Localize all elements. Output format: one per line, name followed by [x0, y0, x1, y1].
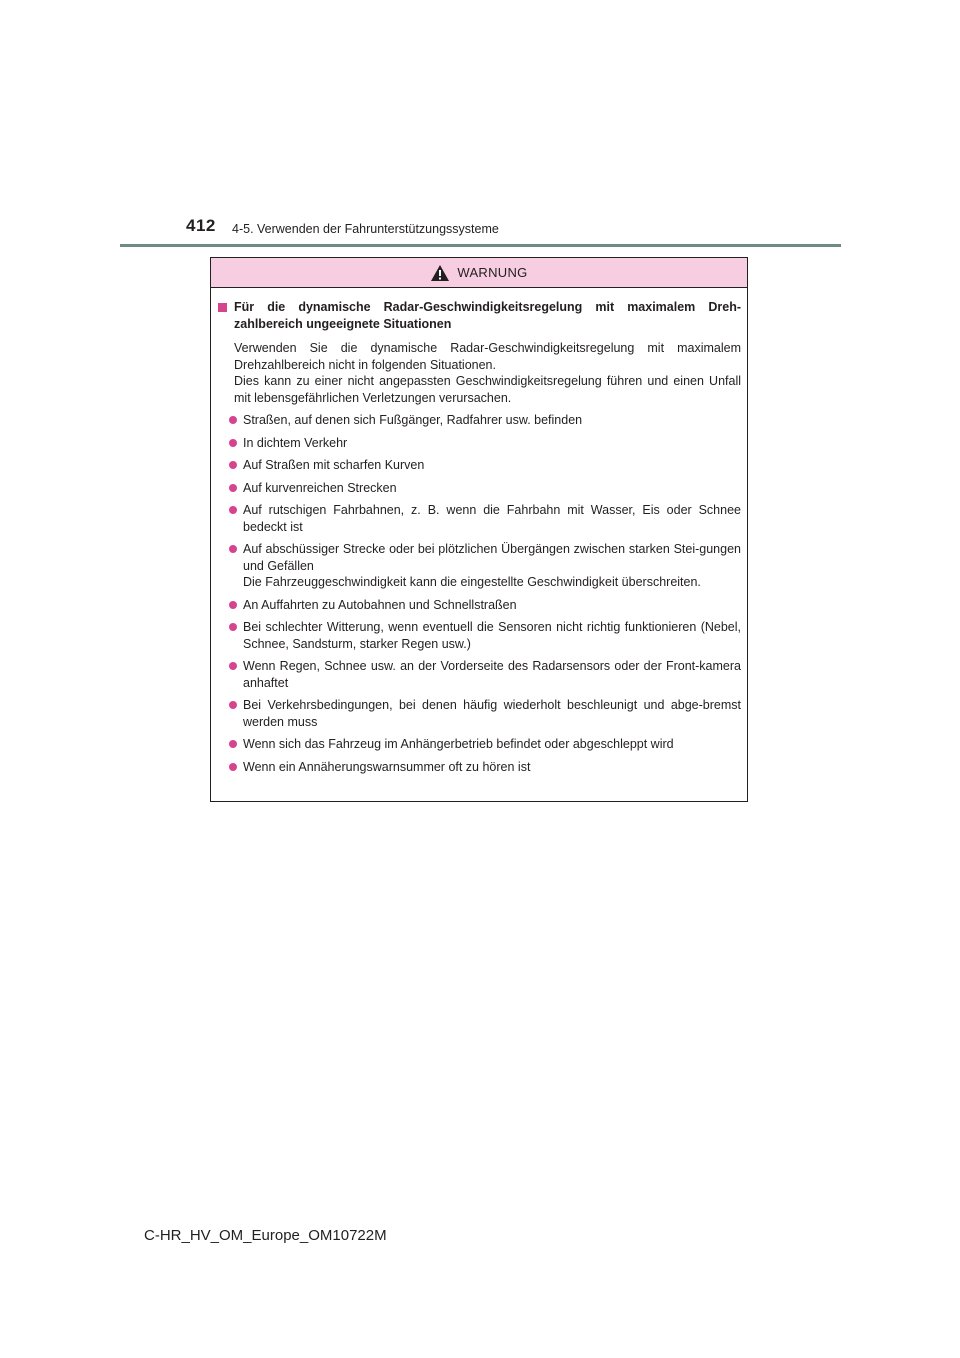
bullet-dot-icon — [229, 662, 237, 670]
list-item-content — [243, 597, 741, 614]
warning-header — [211, 258, 747, 288]
list-item-text: Auf rutschigen Fahrbahnen, z. B. wenn die Fahrbahn mit Wasser, Eis oder Schnee bedeckt ist — [243, 503, 741, 534]
list-item — [217, 619, 741, 652]
list-item-content — [243, 658, 741, 691]
page-number: 412 — [186, 216, 216, 235]
section-title: 4-5. Verwenden der Fahrunterstützungssysteme — [232, 222, 499, 236]
list-item-text: Wenn ein Annäherungswarnsummer oft zu hören ist — [243, 759, 531, 774]
warning-triangle-icon — [430, 264, 450, 282]
list-item-text: Auf Straßen mit scharfen Kurven — [243, 458, 425, 472]
header-rule — [120, 244, 841, 247]
list-item-content — [243, 697, 741, 730]
intro-paragraph: Dies kann zu einer nicht angepassten Geschwindigkeitsregelung führen und einen Unfall mit lebensgefährlichen Verletzungen verursachen. — [234, 374, 741, 405]
warning-heading-text: Für die dynamische Radar-Geschwindigkeitsregelung mit maximalem Dreh-zahlbereich ungeeignete Situationen — [234, 300, 741, 331]
bullet-dot-icon — [229, 484, 237, 492]
list-item-text: Straßen, auf denen sich Fußgänger, Radfahrer usw. befinden — [243, 413, 583, 427]
bullet-dot-icon — [229, 740, 237, 748]
warning-box — [210, 257, 748, 802]
list-item-content — [243, 759, 741, 776]
list-item — [217, 502, 741, 535]
situation-list — [217, 412, 741, 775]
list-item — [217, 697, 741, 730]
bullet-dot-icon — [229, 545, 237, 553]
bullet-dot-icon — [229, 601, 237, 609]
list-item — [217, 658, 741, 691]
bullet-dot-icon — [229, 416, 237, 424]
list-item-content — [243, 480, 741, 497]
list-item-text: Bei schlechter Witterung, wenn eventuell die Sensoren nicht richtig funktionieren (Nebel, Schnee, Sandsturm, starker Regen usw.) — [243, 620, 741, 651]
warning-heading — [217, 299, 741, 332]
list-item-note: Die Fahrzeuggeschwindigkeit kann die eingestellte Geschwindigkeit überschreiten. — [243, 575, 701, 589]
bullet-dot-icon — [229, 763, 237, 771]
list-item-content — [243, 736, 741, 753]
list-item-content — [243, 435, 741, 452]
warning-body — [211, 288, 747, 775]
list-item-content — [243, 412, 741, 429]
list-item-text: Auf kurvenreichen Strecken — [243, 480, 397, 495]
list-item-content — [243, 541, 741, 591]
list-item — [217, 759, 741, 776]
heading-square-icon — [218, 303, 227, 312]
list-item — [217, 480, 741, 497]
intro-paragraph: Verwenden Sie die dynamische Radar-Geschwindigkeitsregelung mit maximalem Drehzahlbereich nicht in folgenden Situationen. — [234, 341, 741, 372]
document-code: C-HR_HV_OM_Europe_OM10722M — [144, 1227, 387, 1244]
warning-label: WARNUNG — [457, 265, 528, 280]
list-item-text: Auf abschüssiger Strecke oder bei plötzlichen Übergängen zwischen starken Stei-gungen und Gefällen — [243, 542, 741, 573]
list-item-text: In dichtem Verkehr — [243, 435, 348, 450]
bullet-dot-icon — [229, 506, 237, 514]
list-item-content — [243, 457, 741, 474]
warning-intro — [217, 340, 741, 406]
list-item-text: Bei Verkehrsbedingungen, bei denen häufig wiederholt beschleunigt und abge-bremst werden muss — [243, 698, 741, 729]
list-item — [217, 597, 741, 614]
list-item — [217, 541, 741, 591]
bullet-dot-icon — [229, 623, 237, 631]
bullet-dot-icon — [229, 439, 237, 447]
bullet-dot-icon — [229, 701, 237, 709]
list-item — [217, 457, 741, 474]
list-item — [217, 412, 741, 429]
list-item-text: An Auffahrten zu Autobahnen und Schnellstraßen — [243, 597, 517, 612]
bullet-dot-icon — [229, 461, 237, 469]
list-item-content — [243, 619, 741, 652]
list-item — [217, 435, 741, 452]
list-item — [217, 736, 741, 753]
list-item-text: Wenn sich das Fahrzeug im Anhängerbetrieb befindet oder abgeschleppt wird — [243, 737, 674, 751]
list-item-content — [243, 502, 741, 535]
list-item-text: Wenn Regen, Schnee usw. an der Vorderseite des Radarsensors oder der Front-kamera anhaftet — [243, 659, 741, 690]
